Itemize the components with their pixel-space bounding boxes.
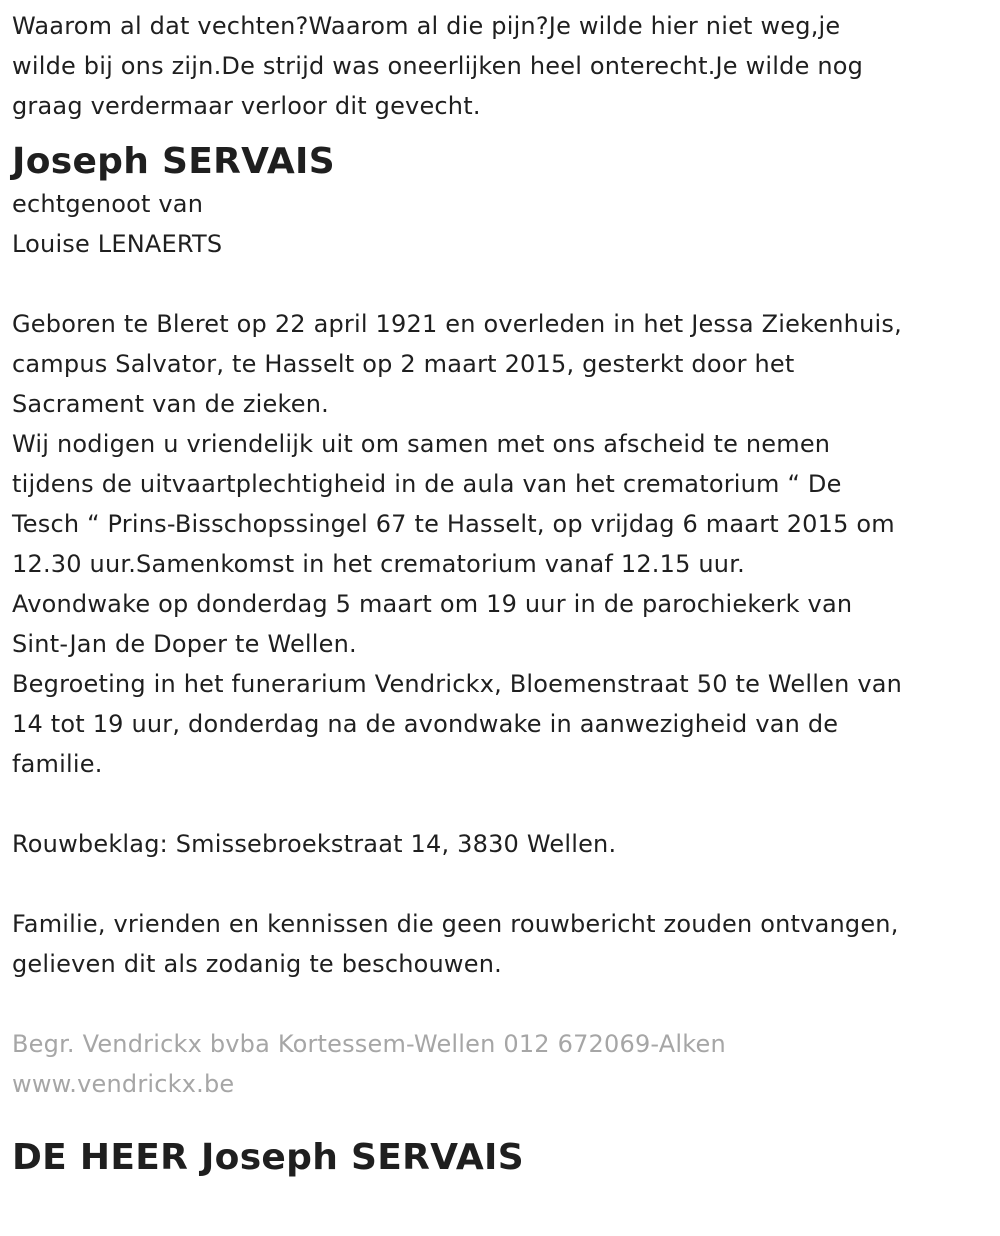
condolence-address: Rouwbeklag: Smissebroekstraat 14, 3830 Wellen. <box>12 830 617 858</box>
body-line: Sint-Jan de Doper te Wellen. <box>12 630 357 658</box>
spouse-name: Louise LENAERTS <box>12 230 223 258</box>
spacer <box>12 264 988 304</box>
body-line: 14 tot 19 uur, donderdag na de avondwake in aanwezigheid van de <box>12 710 839 738</box>
intro-line: graag verdermaar verloor dit gevecht. <box>12 92 481 120</box>
undertaker-line: Begr. Vendrickx bvba Kortessem-Wellen 012 672069-Alken <box>12 1030 726 1058</box>
obituary-body <box>12 304 988 784</box>
body-line: Tesch “ Prins-Bisschopssingel 67 te Hasselt, op vrijdag 6 maart 2015 om <box>12 510 895 538</box>
body-line: Sacrament van de zieken. <box>12 390 329 418</box>
body-line: Avondwake op donderdag 5 maart om 19 uur in de parochiekerk van <box>12 590 853 618</box>
body-line: familie. <box>12 750 103 778</box>
body-line: 12.30 uur.Samenkomst in het crematorium vanaf 12.15 uur. <box>12 550 745 578</box>
body-line: Geboren te Bleret op 22 april 1921 en overleden in het Jessa Ziekenhuis, <box>12 310 902 338</box>
deceased-name: Joseph SERVAIS <box>12 141 335 182</box>
notice-line: gelieven dit als zodanig te beschouwen. <box>12 950 502 978</box>
intro-line: wilde bij ons zijn.De strijd was oneerlijken heel onterecht.Je wilde nog <box>12 52 864 80</box>
undertaker-website: www.vendrickx.be <box>12 1070 235 1098</box>
spacer <box>12 864 988 904</box>
notice-line: Familie, vrienden en kennissen die geen rouwbericht zouden ontvangen, <box>12 910 899 938</box>
body-line: tijdens de uitvaartplechtigheid in de aula van het crematorium “ De <box>12 470 842 498</box>
spacer <box>12 784 988 824</box>
undertaker-info <box>12 1024 988 1104</box>
intro-line: Waarom al dat vechten?Waarom al die pijn?Je wilde hier niet weg,je <box>12 12 841 40</box>
notice-text <box>12 904 988 984</box>
body-line: campus Salvator, te Hasselt op 2 maart 2015, gesterkt door het <box>12 350 795 378</box>
relation-text: echtgenoot van <box>12 190 204 218</box>
body-line: Wij nodigen u vriendelijk uit om samen met ons afscheid te nemen <box>12 430 831 458</box>
intro-poem <box>12 6 988 126</box>
footer-title: DE HEER Joseph SERVAIS <box>12 1137 524 1178</box>
body-line: Begroeting in het funerarium Vendrickx, Bloemenstraat 50 te Wellen van <box>12 670 903 698</box>
spacer <box>12 984 988 1024</box>
